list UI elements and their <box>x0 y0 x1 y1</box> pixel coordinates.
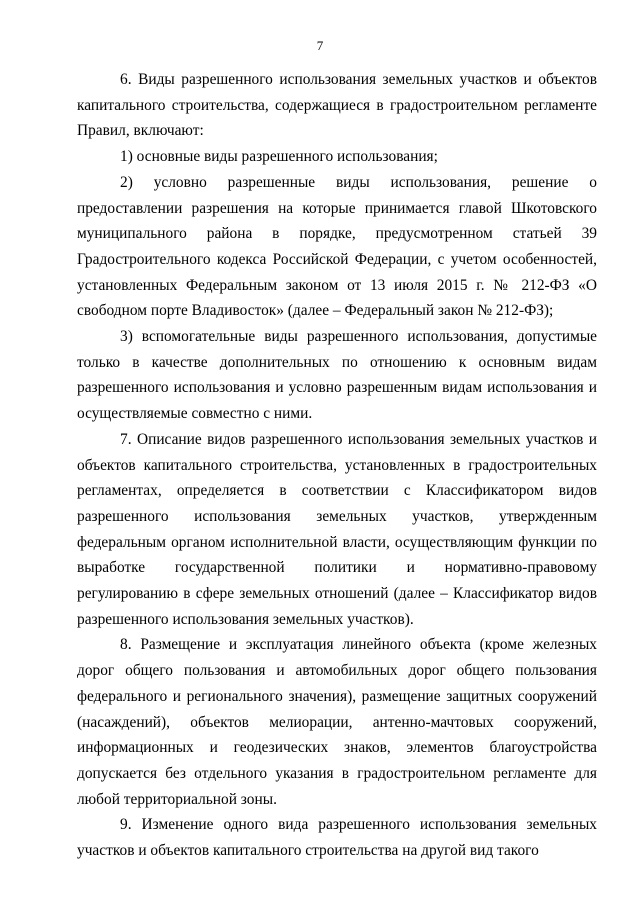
paragraph-item-6: 6. Виды разрешенного использования земельных участков и объектов капитального строительства, содержащиеся в градостроительном регламенте Правил, включают: <box>77 71 597 140</box>
paragraph-subitem-2: 2) условно разрешенные виды использования, решение о предоставлении разрешения на которые принимается главой Шкотовского муниципального района в порядке, предусмотренном статьей 39 Градостроительного кодекса Российской Федерации, с учетом особенностей, установленных Федеральным законом от 13 июля 2015 г. № 212-ФЗ «О свободном порте Владивосток» (далее – Федеральный закон № 212-ФЗ); <box>77 173 597 320</box>
paragraph-subitem-1: 1) основные виды разрешенного использования; <box>120 148 438 166</box>
paragraph-item-8: 8. Размещение и эксплуатация линейного объекта (кроме железных дорог общего пользования и автомобильных дорог общего пользования федерального и регионального значения), размещение защитных сооружений (насаждений), объектов мелиорации, антенно-мачтовых сооружений, информационных и геодезических знаков, элементов благоустройства допускается без отдельного указания в градостроительном регламенте для любой территориальной зоны. <box>77 636 597 808</box>
page-number: 7 <box>316 38 324 53</box>
paragraph-item-9: 9. Изменение одного вида разрешенного использования земельных участков и объектов капитального строительства на другой вид такого <box>77 816 597 860</box>
paragraph-subitem-3: 3) вспомогательные виды разрешенного использования, допустимые только в качестве дополнительных по отношению к основным видам разрешенного использования и условно разрешенным видам использования и осуществляемые совместно с ними. <box>77 328 597 423</box>
document-body <box>77 67 597 864</box>
paragraph-item-7: 7. Описание видов разрешенного использования земельных участков и объектов капитального строительства, установленных в градостроительных регламентах, определяется в соответствии с Классификатором видов разрешенного использования земельных участков, утвержденным федеральным органом исполнительной власти, осуществляющим функции по выработке государственной политики и нормативно-правовому регулированию в сфере земельных отношений (далее – Классификатор видов разрешенного использования земельных участков). <box>77 430 597 628</box>
